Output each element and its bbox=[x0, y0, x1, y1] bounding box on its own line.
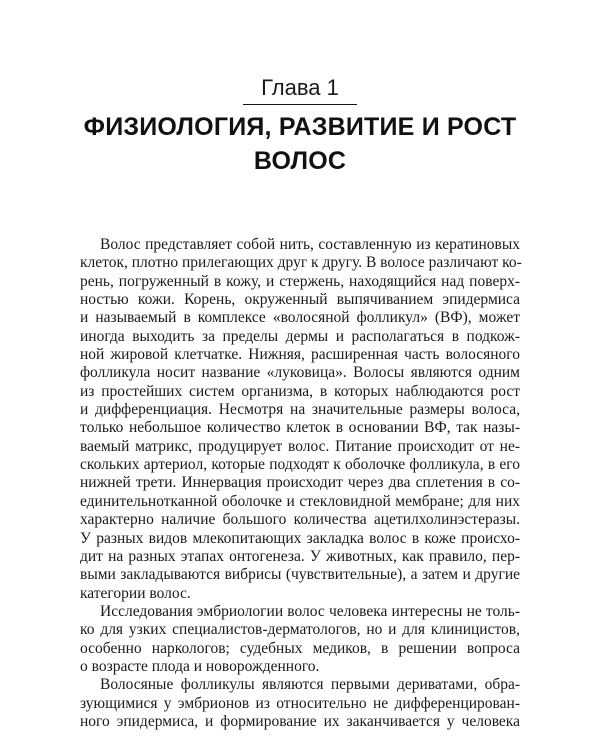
text-line: только небольшое количество клеток в основании ВФ, так назы- bbox=[80, 419, 520, 437]
text-line: о возрасте плода и новорожденного. bbox=[80, 657, 320, 675]
text-line: выми закладываются вибрисы (чувствительные), а затем и другие bbox=[80, 566, 520, 584]
text-line: клеток, плотно прилегающих друг к другу. В волосе различают ко- bbox=[80, 254, 522, 272]
text-line: из простейших систем организма, в которых наблюдаются рост bbox=[80, 382, 520, 400]
text-line: ко для узких специалистов-дерматологов, но и для клиницистов, bbox=[80, 621, 520, 639]
text-line: категории волос. bbox=[80, 584, 191, 602]
chapter-underline bbox=[243, 104, 357, 105]
text-line: фолликула носит название «луковица». Волосы являются одним bbox=[80, 364, 520, 382]
text-line: Волосяные фолликулы являются первыми дериватами, обра- bbox=[100, 676, 520, 694]
text-line: и дифференциация. Несмотря на значительные размеры волоса, bbox=[80, 401, 520, 419]
text-line: ной жировой клетчатке. Нижняя, расширенная часть волосяного bbox=[80, 346, 520, 364]
text-line: рень, погруженный в кожу, и стержень, находящийся над поверх- bbox=[80, 272, 520, 290]
text-line: характерно наличие большого количества ацетилхолинэстеразы. bbox=[80, 511, 520, 529]
text-line: Исследования эмбриологии волос человека интересны не толь- bbox=[100, 602, 520, 620]
text-line: иногда выходить за пределы дермы и располагаться в подкож- bbox=[80, 327, 520, 345]
text-line: ваемый матрикс, продуцирует волос. Питание происходит от не- bbox=[80, 437, 520, 455]
text-line: дит на разных этапах онтогенеза. У животных, как правило, пер- bbox=[80, 547, 520, 565]
text-line: особенно наркологов; судебных медиков, в решении вопроса bbox=[80, 639, 520, 657]
text-line: скольких артериол, которые подходят к оболочке фолликула, в его bbox=[80, 456, 520, 474]
text-line: зующимися у эмбрионов из относительно не дифференцирован- bbox=[80, 694, 520, 712]
chapter-title bbox=[40, 110, 560, 178]
text-line: ного эпидермиса, и формирование их заканчивается у человека bbox=[80, 712, 520, 730]
paragraph bbox=[80, 676, 520, 731]
text-line: единительнотканной оболочке и стекловидной мембране; для них bbox=[80, 492, 520, 510]
text-line: Волос представляет собой нить, составленную из кератиновых bbox=[100, 236, 520, 253]
body-text bbox=[80, 236, 520, 731]
text-line: и называемый в комплексе «волосяной фолликул» (ВФ), может bbox=[80, 309, 520, 327]
chapter-title-line: ВОЛОС bbox=[253, 147, 347, 175]
chapter-label: Глава 1 bbox=[261, 75, 339, 100]
text-line: нижней трети. Иннервация происходит через два сплетения в со- bbox=[80, 474, 520, 492]
paragraph bbox=[80, 236, 520, 603]
chapter-title-line: ФИЗИОЛОГИЯ, РАЗВИТИЕ И РОСТ bbox=[83, 113, 517, 141]
text-line: У разных видов млекопитающих закладка волос в коже происхо- bbox=[80, 529, 520, 547]
paragraph bbox=[80, 603, 520, 676]
text-line: ностью кожи. Корень, окруженный выпячиванием эпидермиса bbox=[80, 291, 520, 309]
